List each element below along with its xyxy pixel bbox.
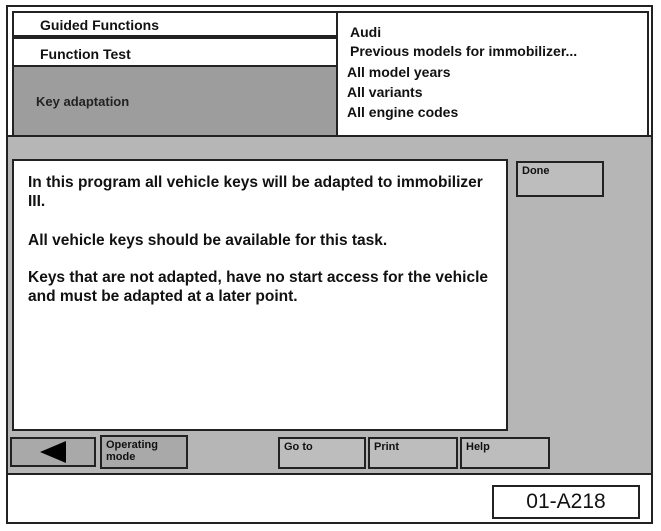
vehicle-make: Audi: [350, 24, 382, 40]
vehicle-system: Previous models for immobilizer...: [350, 43, 578, 59]
vehicle-engine-codes: All engine codes: [347, 104, 459, 120]
print-button[interactable]: [368, 437, 458, 469]
help-button-label: Help: [466, 441, 490, 453]
done-button[interactable]: [516, 161, 604, 197]
vehicle-info-panel: [336, 11, 649, 137]
go-to-button-label: Go to: [284, 441, 313, 453]
operating-mode-button[interactable]: [100, 435, 188, 469]
done-button-label: Done: [522, 165, 550, 177]
message-paragraph-3: Keys that are not adapted, have no start access for the vehicle and must be adapted at a later point.: [28, 269, 488, 305]
nav-guided-functions-label: Guided Functions: [40, 17, 159, 33]
nav-guided-functions[interactable]: [12, 11, 338, 37]
vehicle-variants: All variants: [347, 84, 423, 100]
back-button[interactable]: [10, 437, 96, 467]
nav-function-test-label: Function Test: [40, 46, 131, 62]
nav-function-test[interactable]: [12, 37, 338, 67]
arrow-left-icon: [38, 441, 68, 463]
help-button[interactable]: [460, 437, 550, 469]
message-paragraph-2: All vehicle keys should be available for this task.: [28, 232, 388, 249]
message-paragraph-1: In this program all vehicle keys will be adapted to immobilizer III.: [28, 174, 483, 210]
figure-code-label: 01-A218: [492, 485, 640, 519]
operating-mode-label-line1: Operating: [106, 439, 158, 451]
vehicle-model-years: All model years: [347, 64, 451, 80]
current-function-title: Key adaptation: [36, 94, 130, 109]
operating-mode-label-line2: mode: [106, 451, 136, 463]
print-button-label: Print: [374, 441, 400, 453]
message-panel: [12, 159, 508, 431]
diagnostic-screen-frame: [6, 5, 653, 524]
current-function-panel: [12, 67, 336, 137]
go-to-button[interactable]: [278, 437, 366, 469]
